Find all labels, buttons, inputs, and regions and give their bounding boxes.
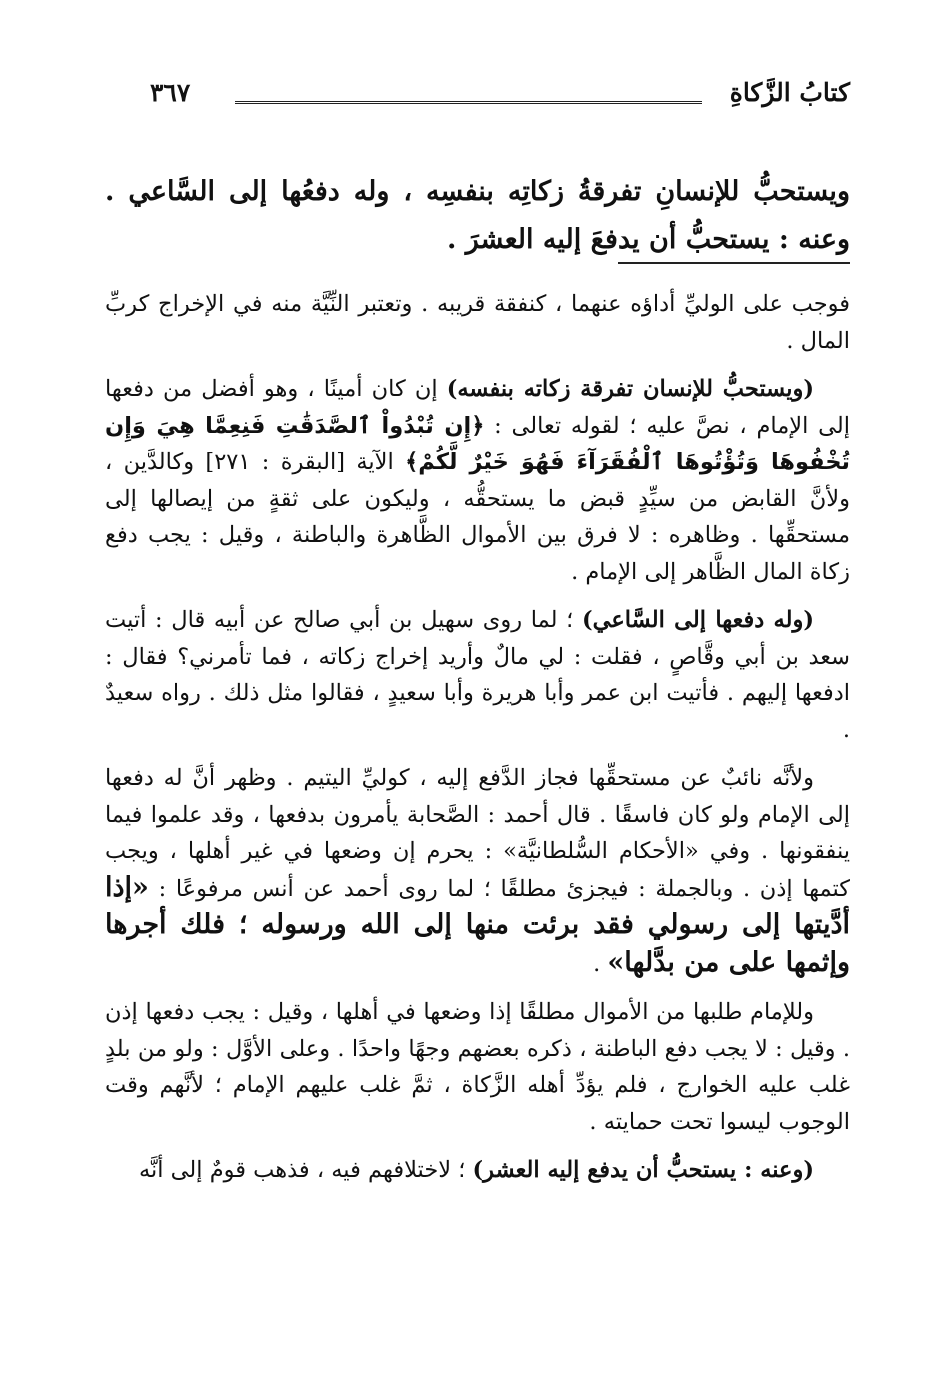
paragraph-4 xyxy=(105,760,850,982)
hadith-quote: «إذا أدَّيتها إلى رسولي فقد برئت منها إلى الله ورسوله ؛ فلك أجرها وإثمها على من بدَّلها» xyxy=(105,871,850,978)
paragraph-text: ؛ لما روى سهيل بن أبي صالح عن أبيه قال : أتيت سعد بن أبي وقَّاصٍ ، فقلت : لي مالٌ وأريد إخراج زكاته ، فما تأمرني؟ فقال : ادفعها إليهم . فأتيت ابن عمر وأبا هريرة وأبا سعيدٍ ، فقالوا مثل ذلك . رواه سعيدٌ . xyxy=(105,607,850,743)
matn-paragraph: ويستحبُّ للإنسانِ تفرقةُ زكاتِه بنفسِه ، وله دفعُها إلى السَّاعي . وعنه : يستحبُّ أن يدفعَ إليه العشرَ . xyxy=(105,176,850,255)
paragraph-end: . xyxy=(593,950,608,977)
paragraph-1: فوجب على الوليِّ أداؤه عنهما ، كنفقة قريبه . وتعتبر النِّيَّة منه في الإخراج كربِّ المال . xyxy=(105,291,850,354)
quran-verse: ﴿إِن تُبْدُواْ ٱلصَّدَقَٰتِ فَنِعِمَّا هِيَ وَإِن تُخْفُوهَا وَتُؤْتُوهَا ٱلْفُقَرَآءَ فَهُوَ خَيْرٌ لَّكُمْ﴾ xyxy=(105,412,850,475)
paragraph-text: ؛ لاختلافهم فيه ، فذهب قومٌ إلى أنَّه xyxy=(138,1157,473,1183)
paragraph-text: إن كان أمينًا ، وهو أفضل من دفعها إلى الإمام ، نصَّ عليه ؛ لقوله تعالى : xyxy=(105,376,850,439)
matn-text xyxy=(105,168,850,264)
paragraph-text: الآية [البقرة : ٢٧١] وكالدَّين ، ولأنَّ القابض من سيِّدٍ قبض ما يستحقُّه ، وليكون على ثقةٍ من إيصالها إلى مستحقِّها . وظاهره : لا فرق بين الأموال الظَّاهرة والباطنة ، وقيل : يجب دفع زكاة المال الظَّاهر إلى الإمام . xyxy=(105,449,850,585)
book-title: كتابُ الزَّكاةِ xyxy=(729,78,850,107)
lemma: (وعنه : يستحبُّ أن يدفع إليه العشر) xyxy=(472,1157,814,1183)
running-header xyxy=(150,78,850,118)
lemma: (وله دفعها إلى السَّاعي) xyxy=(581,607,814,633)
lemma: (ويستحبُّ للإنسان تفرقة زكاته بنفسه) xyxy=(446,376,814,402)
paragraph-2 xyxy=(105,371,850,590)
paragraph-5: وللإمام طلبها من الأموال مطلقًا إذا وضعها في أهلها ، وقيل : يجب دفعها إذن . وقيل : لا يجب دفع الباطنة ، ذكره بعضهم وجهًا واحدًا . وعلى الأوَّل : ولو من بلدٍ غلب عليه الخوارج ، فلم يؤدِّ أهله الزَّكاة ، ثمَّ غلب عليهم الإمام ؛ لأنَّهم وقت الوجوب ليسوا تحت حمايته . xyxy=(105,999,850,1135)
paragraph-6 xyxy=(105,1152,850,1189)
paragraph-text: ولأنَّه نائبٌ عن مستحقِّها فجاز الدَّفع إليه ، كوليِّ اليتيم . وظهر أنَّ له دفعها إلى الإمام ولو كان فاسقًا . قال أحمد : الصَّحابة يأمرون بدفعها ، وقد علموا فيما ينفقونها . وفي «الأحكام السُّلطانيَّة» : يحرم إن وضعها في غير أهلها ، ويجب كتمها إذن . وبالجملة : فيجزئ مطلقًا ؛ لما روى أحمد عن أنس مرفوعًا : xyxy=(105,765,850,902)
separator-line xyxy=(618,262,850,264)
header-rule xyxy=(235,101,702,106)
commentary xyxy=(105,286,850,1201)
page-number: ٣٦٧ xyxy=(150,78,191,107)
paragraph-3 xyxy=(105,602,850,748)
